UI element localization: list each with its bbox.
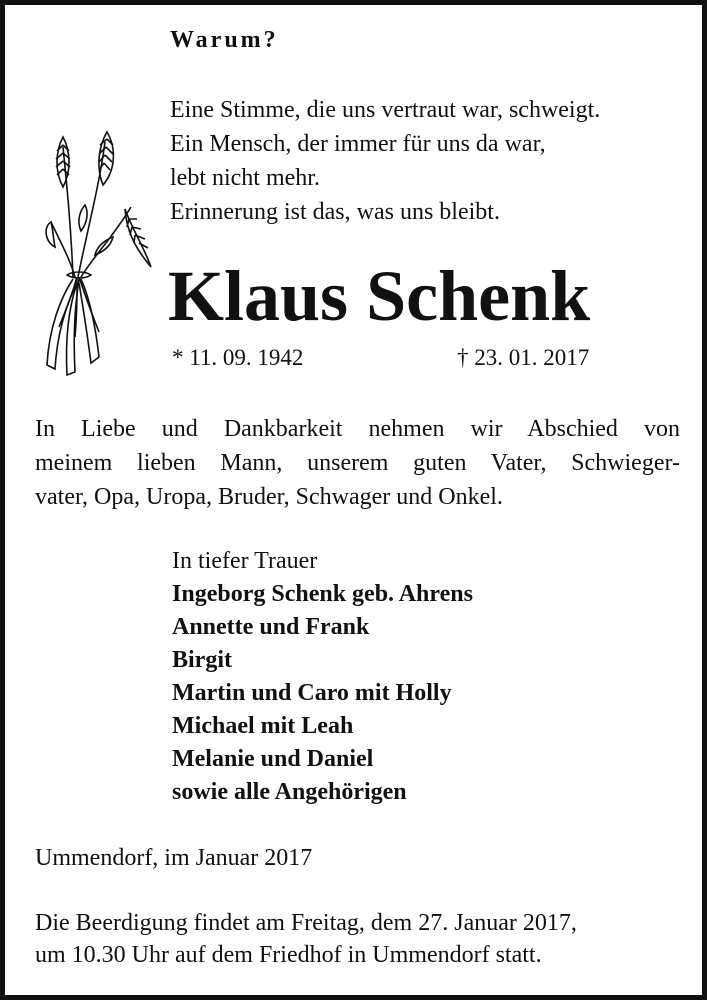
poem-line: Erinnerung ist das, was uns bleibt. xyxy=(170,199,500,225)
funeral-line: Die Beerdigung findet am Freitag, dem 27. Januar 2017, xyxy=(35,910,577,936)
wheat-sheaf-icon xyxy=(33,127,158,377)
farewell-line: vater, Opa, Uropa, Bruder, Schwager und Onkel. xyxy=(35,484,503,510)
poem-line: Eine Stimme, die uns vertraut war, schweigt. xyxy=(170,97,601,123)
mourner: Ingeborg Schenk geb. Ahrens xyxy=(172,581,473,607)
funeral-info xyxy=(35,907,577,971)
mourner: Martin und Caro mit Holly xyxy=(172,680,452,706)
farewell-text xyxy=(35,412,680,514)
farewell-line: meinem lieben Mann, unserem guten Vater, Schwieger- xyxy=(35,450,680,476)
place-date: Ummendorf, im Januar 2017 xyxy=(35,845,313,871)
mourner: sowie alle Angehörigen xyxy=(172,779,407,805)
funeral-line: um 10.30 Uhr auf dem Friedhof in Ummendorf statt. xyxy=(35,942,542,968)
mourner: Annette und Frank xyxy=(172,614,370,640)
poem-line: Ein Mensch, der immer für uns da war, xyxy=(170,131,546,157)
mourners-list xyxy=(172,545,473,809)
mourning-lead: In tiefer Trauer xyxy=(172,548,318,574)
deceased-name: Klaus Schenk xyxy=(168,256,591,336)
birth-date: * 11. 09. 1942 xyxy=(172,345,304,370)
mourner: Michael mit Leah xyxy=(172,713,354,739)
farewell-line: In Liebe und Dankbarkeit nehmen wir Abschied von xyxy=(35,416,680,442)
death-date: † 23. 01. 2017 xyxy=(457,345,590,370)
poem xyxy=(170,93,600,229)
mourner: Birgit xyxy=(172,647,232,673)
mourner: Melanie und Daniel xyxy=(172,746,374,772)
heading: Warum? xyxy=(170,27,279,53)
poem-line: lebt nicht mehr. xyxy=(170,165,320,191)
